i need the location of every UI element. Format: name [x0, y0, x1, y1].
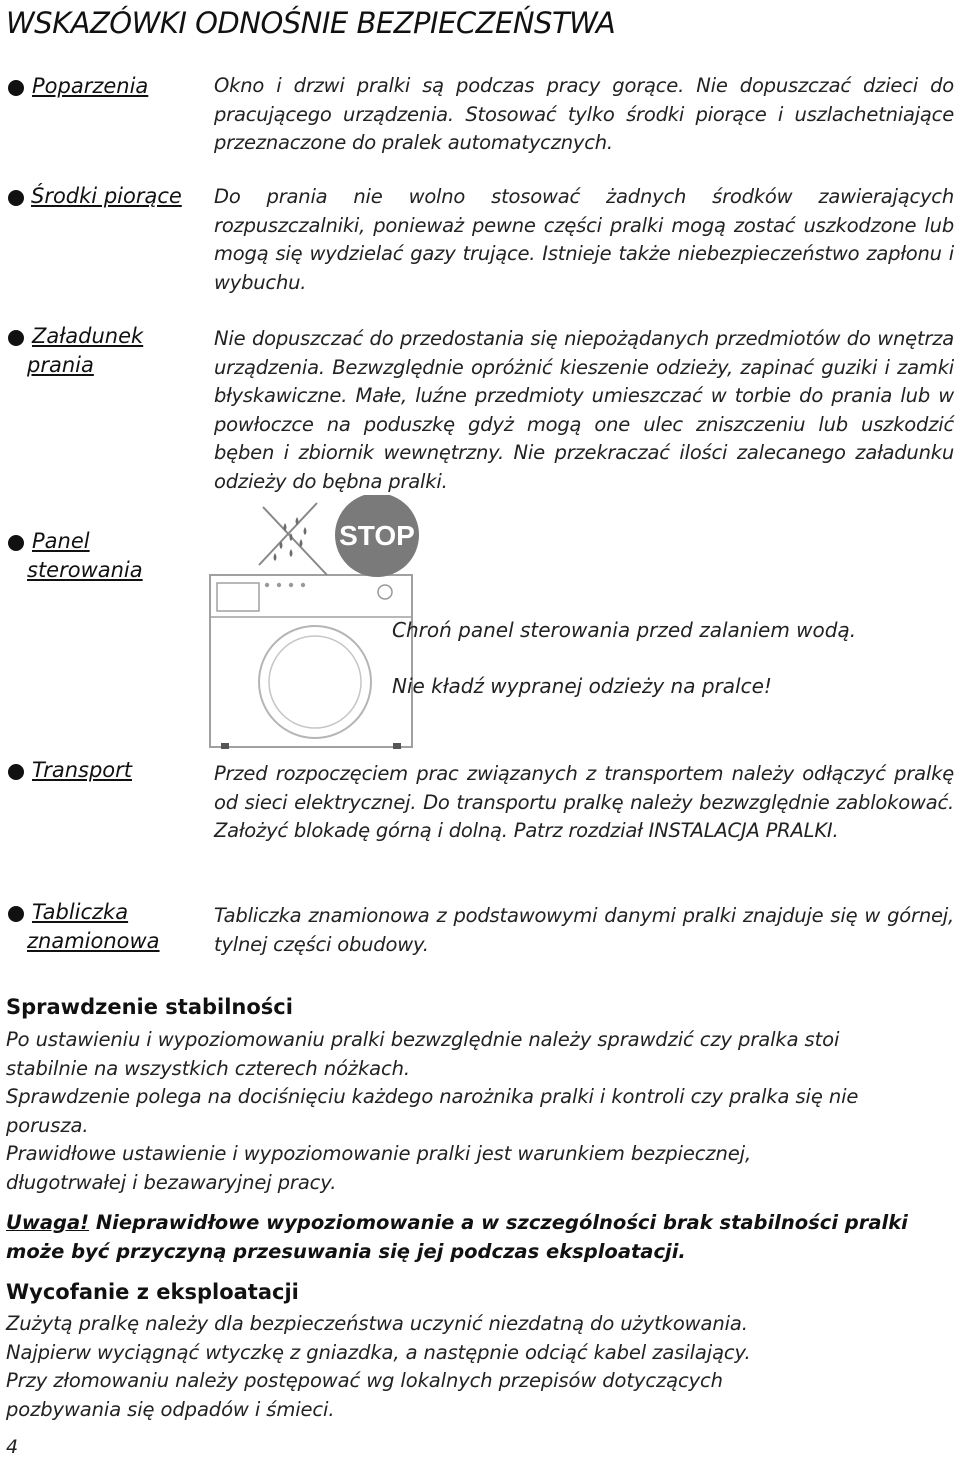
label-panel-line1: Panel — [32, 529, 90, 553]
warning-text: Nieprawidłowe wypoziomowanie a w szczególności brak stabilności pralki — [95, 1211, 908, 1234]
stability-warning — [6, 1209, 956, 1266]
text-poparzenia: Okno i drzwi pralki są podczas pracy gorące. Nie dopuszczać dzieci do pracującego urządzenia. Stosować tylko środki piorące i uszlachetniające przeznaczone do pralek automatycznych. — [214, 74, 954, 155]
caption-panel-water: Chroń panel sterowania przed zalaniem wodą. — [392, 618, 857, 642]
caption-no-laundry: Nie kładź wypranej odzieży na pralce! — [392, 674, 772, 698]
cross-line — [263, 507, 327, 575]
bullet-icon — [8, 535, 24, 551]
bullet-icon — [8, 190, 24, 206]
label-tabliczka-line1: Tabliczka — [32, 900, 129, 924]
decommission-text — [6, 1310, 956, 1424]
warning-label: Uwaga! — [6, 1211, 90, 1234]
decommission-line: Przy złomowaniu należy postępować wg lokalnych przepisów dotyczących — [6, 1369, 723, 1393]
text-srodki-piorace: Do prania nie wolno stosować żadnych środków zawierających rozpuszczalniki, ponieważ pewne części pralki mogą zostać uszkodzone lub mogą się wydzielać gazy trujące. Istnieje także niebezpieczeństwo zapłonu i wybuchu. — [214, 185, 954, 294]
label-srodki-piorace: Środki piorące — [31, 184, 182, 208]
bullet-icon — [8, 330, 24, 346]
page-number: 4 — [6, 1436, 19, 1458]
stability-line: Po ustawieniu i wypoziomowaniu pralki bezwzględnie należy sprawdzić czy pralka stoi — [6, 1028, 840, 1051]
stability-line: stabilnie na wszystkich czterech nóżkach. — [6, 1056, 410, 1080]
label-panel-line2: sterowania — [27, 558, 143, 582]
text-transport: Przed rozpoczęciem prac związanych z transportem należy odłączyć pralkę od sieci elektrycznej. Do transportu pralkę należy bezwzględnie zablokować. Założyć blokadę górną i dolną. Patrz rozdział INSTALACJA PRALKI. — [214, 762, 954, 843]
warning-text: może być przyczyną przesuwania się jej podczas eksploatacji. — [6, 1239, 686, 1263]
label-zaladunek-line2: prania — [27, 353, 94, 377]
page-title: WSKAZÓWKI ODNOŚNIE BEZPIECZEŃSTWA — [6, 6, 616, 40]
label-zaladunek-line1: Załadunek — [32, 324, 144, 348]
text-tabliczka: Tabliczka znamionowa z podstawowymi danymi pralki znajduje się w górnej, tylnej części obudowy. — [214, 904, 954, 956]
stability-line: porusza. — [6, 1113, 89, 1137]
decommission-line: Zużytą pralkę należy dla bezpieczeństwa uczynić niezdatną do użytkowania. — [6, 1312, 748, 1335]
stability-line: Prawidłowe ustawienie i wypoziomowanie pralki jest warunkiem bezpiecznej, — [6, 1142, 752, 1166]
bullet-icon — [8, 906, 24, 922]
label-tabliczka-line2: znamionowa — [27, 929, 160, 953]
heading-decommission: Wycofanie z eksploatacji — [6, 1280, 299, 1304]
washing-machine-body — [210, 575, 412, 747]
label-transport: Transport — [32, 758, 132, 782]
stability-text — [6, 1026, 956, 1198]
bullet-icon — [8, 80, 24, 96]
stability-line: Sprawdzenie polega na dociśnięciu każdego narożnika pralki i kontroli czy pralka się nie — [6, 1085, 859, 1109]
label-poparzenia: Poparzenia — [32, 74, 149, 98]
bullet-icon — [8, 764, 24, 780]
heading-stability: Sprawdzenie stabilności — [6, 995, 293, 1019]
decommission-line: Najpierw wyciągnąć wtyczkę z gniazdka, a następnie odciąć kabel zasilający. — [6, 1340, 751, 1364]
stop-sign-text: STOP — [339, 520, 415, 551]
decommission-line: pozbywania się odpadów i śmieci. — [6, 1397, 335, 1421]
text-zaladunek: Nie dopuszczać do przedostania się niepożądanych przedmiotów do wnętrza urządzenia. Bezwzględnie opróżnić kieszenie odzieży, zapinać guziki i zamki błyskawiczne. Małe, luźne przedmioty umieszczać w torbie do prania lub w powłoczce na poduszkę gdyż mogą one ulec zniszczeniu lub uszkodzić bęben i zbiornik wewnętrzny. Nie przekraczać ilości zalecanego załadunku odzieży do bębna pralki. — [214, 327, 954, 493]
stability-line: długotrwałej i bezawaryjnej pracy. — [6, 1170, 337, 1194]
